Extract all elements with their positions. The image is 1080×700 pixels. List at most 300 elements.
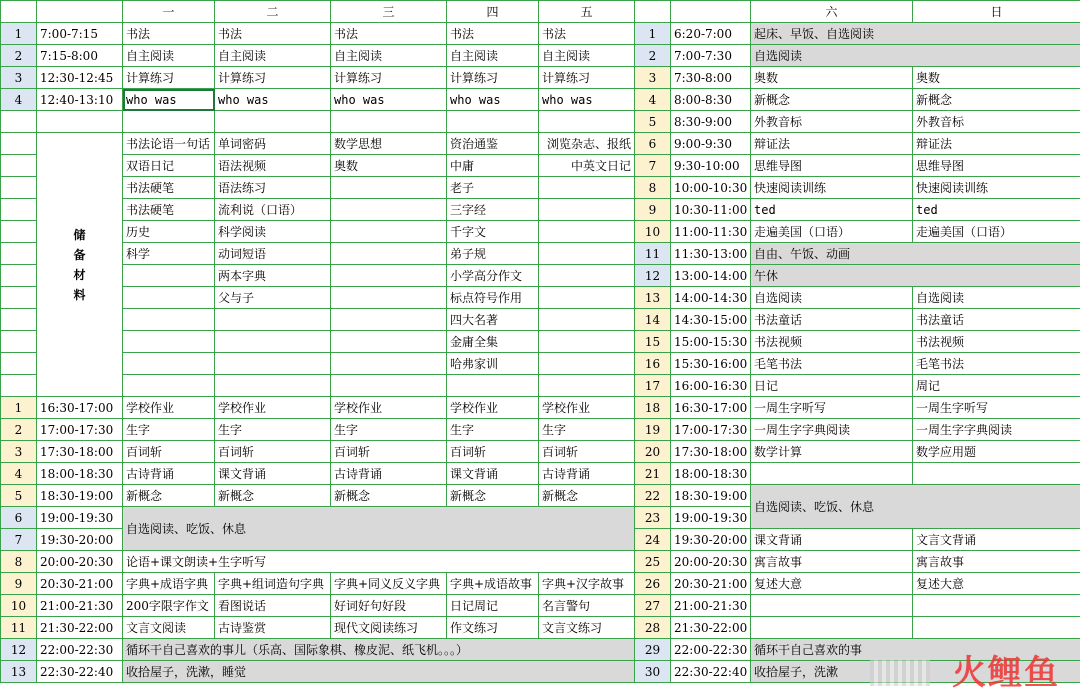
weekday-row-number[interactable]: 6 — [1, 507, 37, 529]
weekday-cell[interactable]: who was — [215, 89, 331, 111]
reserve-cell[interactable] — [215, 353, 331, 375]
saturday-cell[interactable]: 课文背诵 — [751, 529, 913, 551]
weekend-time-cell[interactable]: 21:30-22:00 — [671, 617, 751, 639]
weekday-time-cell[interactable]: 17:30-18:00 — [37, 441, 123, 463]
weekend-time-cell[interactable]: 19:00-19:30 — [671, 507, 751, 529]
weekend-span-cell[interactable]: 午休 — [751, 265, 1080, 287]
sunday-cell[interactable] — [913, 617, 1080, 639]
weekday-cell[interactable]: 字典+成语字典 — [123, 573, 215, 595]
sunday-cell[interactable]: 辩证法 — [913, 133, 1080, 155]
weekend-row-number[interactable]: 12 — [635, 265, 671, 287]
weekend-row-number[interactable]: 20 — [635, 441, 671, 463]
weekday-cell[interactable]: 字典+汉字故事 — [539, 573, 635, 595]
weekend-row-number[interactable]: 13 — [635, 287, 671, 309]
weekend-time-cell[interactable]: 10:30-11:00 — [671, 199, 751, 221]
empty-cell[interactable] — [1, 265, 37, 287]
weekend-time-cell[interactable]: 14:30-15:00 — [671, 309, 751, 331]
weekend-time-cell[interactable]: 22:30-22:40 — [671, 661, 751, 683]
weekend-time-cell[interactable]: 18:30-19:00 — [671, 485, 751, 507]
reserve-cell[interactable]: 四大名著 — [447, 309, 539, 331]
saturday-cell[interactable]: 新概念 — [751, 89, 913, 111]
reserve-cell[interactable]: 千字文 — [447, 221, 539, 243]
weekend-row-number[interactable]: 2 — [635, 45, 671, 67]
reserve-cell[interactable]: 小学高分作文 — [447, 265, 539, 287]
weekday-cell[interactable]: 生字 — [447, 419, 539, 441]
weekday-cell[interactable]: 生字 — [123, 419, 215, 441]
weekday-time-cell[interactable]: 22:00-22:30 — [37, 639, 123, 661]
weekday-cell[interactable]: 学校作业 — [331, 397, 447, 419]
reserve-cell[interactable]: 浏览杂志、报纸 — [539, 133, 635, 155]
empty-cell[interactable] — [1, 243, 37, 265]
weekend-time-cell[interactable]: 7:30-8:00 — [671, 67, 751, 89]
weekend-time-cell[interactable]: 14:00-14:30 — [671, 287, 751, 309]
reserve-cell[interactable] — [123, 287, 215, 309]
weekend-row-number[interactable]: 19 — [635, 419, 671, 441]
weekday-cell[interactable]: 百词斩 — [215, 441, 331, 463]
weekday-time-cell[interactable]: 18:00-18:30 — [37, 463, 123, 485]
saturday-cell[interactable]: ted — [751, 199, 913, 221]
sunday-cell[interactable] — [913, 463, 1080, 485]
weekday-row-number[interactable]: 11 — [1, 617, 37, 639]
weekday-row-number[interactable]: 7 — [1, 529, 37, 551]
weekday-cell[interactable]: 字典+成语故事 — [447, 573, 539, 595]
reserve-cell[interactable] — [331, 243, 447, 265]
weekday-cell[interactable]: 新概念 — [331, 485, 447, 507]
weekday-row-number[interactable]: 3 — [1, 67, 37, 89]
weekend-span-cell[interactable]: 自选阅读 — [751, 45, 1080, 67]
saturday-cell[interactable] — [751, 617, 913, 639]
weekday-row-number[interactable]: 10 — [1, 595, 37, 617]
weekend-time-cell[interactable]: 18:00-18:30 — [671, 463, 751, 485]
saturday-cell[interactable]: 奥数 — [751, 67, 913, 89]
reserve-cell[interactable] — [539, 221, 635, 243]
sunday-cell[interactable]: 一周生字字典阅读 — [913, 419, 1080, 441]
weekday-cell[interactable]: 计算练习 — [539, 67, 635, 89]
reserve-cell[interactable] — [539, 309, 635, 331]
weekend-span-cell[interactable]: 自由、午饭、动画 — [751, 243, 1080, 265]
reserve-cell[interactable]: 动词短语 — [215, 243, 331, 265]
sunday-cell[interactable]: 周记 — [913, 375, 1080, 397]
saturday-cell[interactable]: 外教音标 — [751, 111, 913, 133]
saturday-cell[interactable]: 书法视频 — [751, 331, 913, 353]
weekday-cell[interactable]: 字典+同义反义字典 — [331, 573, 447, 595]
reserve-cell[interactable] — [539, 287, 635, 309]
weekend-time-cell[interactable]: 8:30-9:00 — [671, 111, 751, 133]
weekday-cell[interactable]: 计算练习 — [447, 67, 539, 89]
saturday-cell[interactable]: 一周生字字典阅读 — [751, 419, 913, 441]
weekend-span-cell[interactable]: 起床、早饭、自选阅读 — [751, 23, 1080, 45]
weekend-time-cell[interactable]: 20:30-21:00 — [671, 573, 751, 595]
reserve-cell[interactable] — [215, 331, 331, 353]
weekday-cell[interactable]: 200字限字作文 — [123, 595, 215, 617]
weekday-cell[interactable]: 日记周记 — [447, 595, 539, 617]
weekday-cell[interactable]: 书法 — [215, 23, 331, 45]
weekend-row-number[interactable]: 21 — [635, 463, 671, 485]
weekend-row-number[interactable]: 8 — [635, 177, 671, 199]
weekday-cell[interactable]: 名言警句 — [539, 595, 635, 617]
reserve-cell[interactable]: 中庸 — [447, 155, 539, 177]
weekday-cell[interactable]: 新概念 — [447, 485, 539, 507]
sunday-cell[interactable]: 一周生字听写 — [913, 397, 1080, 419]
saturday-cell[interactable]: 日记 — [751, 375, 913, 397]
empty-cell[interactable] — [123, 111, 215, 133]
day-header-sat[interactable]: 六 — [751, 1, 913, 23]
empty-cell[interactable] — [123, 375, 215, 397]
sunday-cell[interactable]: 新概念 — [913, 89, 1080, 111]
weekend-time-cell[interactable]: 9:00-9:30 — [671, 133, 751, 155]
day-header-mon[interactable]: 一 — [123, 1, 215, 23]
weekday-row-number[interactable]: 3 — [1, 441, 37, 463]
weekday-cell[interactable]: 古诗鉴赏 — [215, 617, 331, 639]
weekend-row-number[interactable]: 17 — [635, 375, 671, 397]
weekend-row-number[interactable]: 25 — [635, 551, 671, 573]
weekday-cell[interactable]: 自主阅读 — [215, 45, 331, 67]
weekend-time-cell[interactable]: 10:00-10:30 — [671, 177, 751, 199]
sunday-cell[interactable]: 书法童话 — [913, 309, 1080, 331]
saturday-cell[interactable] — [751, 463, 913, 485]
reserve-cell[interactable]: 书法硬笔 — [123, 177, 215, 199]
weekend-row-number[interactable]: 26 — [635, 573, 671, 595]
reserve-cell[interactable]: 语法练习 — [215, 177, 331, 199]
sunday-cell[interactable]: 毛笔书法 — [913, 353, 1080, 375]
weekend-row-number[interactable]: 4 — [635, 89, 671, 111]
reserve-cell[interactable]: 数学思想 — [331, 133, 447, 155]
sunday-cell[interactable]: 文言文背诵 — [913, 529, 1080, 551]
weekday-cell[interactable]: 作文练习 — [447, 617, 539, 639]
weekend-time-cell[interactable]: 8:00-8:30 — [671, 89, 751, 111]
sunday-cell[interactable]: ted — [913, 199, 1080, 221]
weekday-cell[interactable]: 自主阅读 — [331, 45, 447, 67]
reserve-cell[interactable] — [539, 243, 635, 265]
sunday-cell[interactable]: 思维导图 — [913, 155, 1080, 177]
sunday-cell[interactable]: 奥数 — [913, 67, 1080, 89]
weekday-cell[interactable]: 自主阅读 — [539, 45, 635, 67]
weekday-time-cell[interactable]: 19:00-19:30 — [37, 507, 123, 529]
weekend-time-cell[interactable]: 7:00-7:30 — [671, 45, 751, 67]
saturday-cell[interactable]: 寓言故事 — [751, 551, 913, 573]
weekday-cell[interactable]: 学校作业 — [123, 397, 215, 419]
weekday-span-cell[interactable]: 收拾屋子，洗漱，睡觉 — [123, 661, 635, 683]
weekend-row-number[interactable]: 16 — [635, 353, 671, 375]
reserve-cell[interactable]: 双语日记 — [123, 155, 215, 177]
sunday-cell[interactable]: 书法视频 — [913, 331, 1080, 353]
weekend-row-number[interactable]: 27 — [635, 595, 671, 617]
reserve-cell[interactable]: 标点符号作用 — [447, 287, 539, 309]
reserve-cell[interactable] — [331, 221, 447, 243]
weekday-cell[interactable]: 学校作业 — [539, 397, 635, 419]
weekend-time-cell[interactable]: 13:00-14:00 — [671, 265, 751, 287]
empty-cell[interactable] — [331, 111, 447, 133]
weekend-row-number[interactable]: 18 — [635, 397, 671, 419]
reserve-cell[interactable]: 流利说（口语） — [215, 199, 331, 221]
saturday-cell[interactable]: 辩证法 — [751, 133, 913, 155]
sunday-cell[interactable]: 外教音标 — [913, 111, 1080, 133]
weekday-time-cell[interactable]: 22:30-22:40 — [37, 661, 123, 683]
reserve-label[interactable] — [37, 133, 123, 397]
reserve-cell[interactable] — [539, 353, 635, 375]
weekday-cell[interactable]: 计算练习 — [123, 67, 215, 89]
weekend-row-number[interactable]: 10 — [635, 221, 671, 243]
weekend-time-cell[interactable]: 11:30-13:00 — [671, 243, 751, 265]
empty-cell[interactable] — [447, 111, 539, 133]
sunday-cell[interactable]: 寓言故事 — [913, 551, 1080, 573]
reserve-cell[interactable] — [539, 265, 635, 287]
day-header-thu[interactable]: 四 — [447, 1, 539, 23]
weekday-cell[interactable]: 生字 — [215, 419, 331, 441]
reserve-cell[interactable]: 历史 — [123, 221, 215, 243]
weekday-row-number[interactable]: 12 — [1, 639, 37, 661]
saturday-cell[interactable]: 快速阅读训练 — [751, 177, 913, 199]
reserve-cell[interactable] — [215, 309, 331, 331]
weekday-cell[interactable]: who was — [123, 89, 215, 111]
reserve-cell[interactable]: 中英文日记 — [539, 155, 635, 177]
saturday-cell[interactable]: 数学计算 — [751, 441, 913, 463]
weekday-cell[interactable]: 看图说话 — [215, 595, 331, 617]
corner-cell[interactable] — [671, 1, 751, 23]
weekday-cell[interactable]: 百词斩 — [123, 441, 215, 463]
weekday-cell[interactable]: 百词斩 — [331, 441, 447, 463]
weekday-span-cell[interactable]: 论语+课文朗读+生字听写 — [123, 551, 635, 573]
weekday-time-cell[interactable]: 7:15-8:00 — [37, 45, 123, 67]
weekday-row-number[interactable]: 13 — [1, 661, 37, 683]
sunday-cell[interactable]: 数学应用题 — [913, 441, 1080, 463]
weekday-cell[interactable]: 文言文阅读 — [123, 617, 215, 639]
weekend-time-cell[interactable]: 17:00-17:30 — [671, 419, 751, 441]
weekend-span-cell[interactable]: 循环干自己喜欢的事 — [751, 639, 1080, 661]
weekend-time-cell[interactable]: 15:00-15:30 — [671, 331, 751, 353]
weekend-row-number[interactable]: 29 — [635, 639, 671, 661]
weekday-cell[interactable]: 生字 — [331, 419, 447, 441]
reserve-cell[interactable]: 三字经 — [447, 199, 539, 221]
day-header-wed[interactable]: 三 — [331, 1, 447, 23]
empty-cell[interactable] — [37, 111, 123, 133]
weekday-time-cell[interactable]: 21:00-21:30 — [37, 595, 123, 617]
weekday-cell[interactable]: 新概念 — [215, 485, 331, 507]
saturday-cell[interactable]: 书法童话 — [751, 309, 913, 331]
saturday-cell[interactable]: 一周生字听写 — [751, 397, 913, 419]
weekday-cell[interactable]: 学校作业 — [215, 397, 331, 419]
weekend-row-number[interactable]: 11 — [635, 243, 671, 265]
weekend-time-cell[interactable]: 15:30-16:00 — [671, 353, 751, 375]
weekend-row-number[interactable]: 1 — [635, 23, 671, 45]
reserve-cell[interactable] — [539, 331, 635, 353]
weekday-cell[interactable]: 课文背诵 — [215, 463, 331, 485]
weekend-row-number[interactable]: 22 — [635, 485, 671, 507]
day-header-tue[interactable]: 二 — [215, 1, 331, 23]
weekend-time-cell[interactable]: 16:30-17:00 — [671, 397, 751, 419]
weekday-row-number[interactable]: 9 — [1, 573, 37, 595]
empty-cell[interactable] — [1, 287, 37, 309]
empty-cell[interactable] — [331, 375, 447, 397]
weekday-span-cell[interactable]: 循环干自己喜欢的事儿（乐高、国际象棋、橡皮泥、纸飞机。。。） — [123, 639, 635, 661]
weekend-time-cell[interactable]: 21:00-21:30 — [671, 595, 751, 617]
weekday-cell[interactable]: 新概念 — [539, 485, 635, 507]
reserve-cell[interactable] — [331, 287, 447, 309]
saturday-cell[interactable]: 走遍美国（口语） — [751, 221, 913, 243]
day-header-fri[interactable]: 五 — [539, 1, 635, 23]
weekday-cell[interactable]: 自主阅读 — [447, 45, 539, 67]
corner-cell[interactable] — [1, 1, 37, 23]
weekend-row-number[interactable]: 3 — [635, 67, 671, 89]
reserve-cell[interactable] — [539, 177, 635, 199]
weekday-cell[interactable]: 课文背诵 — [447, 463, 539, 485]
reserve-cell[interactable] — [331, 199, 447, 221]
reserve-cell[interactable] — [331, 309, 447, 331]
day-header-sun[interactable]: 日 — [913, 1, 1080, 23]
saturday-cell[interactable]: 自选阅读 — [751, 287, 913, 309]
weekend-time-cell[interactable]: 19:30-20:00 — [671, 529, 751, 551]
weekday-cell[interactable]: 书法 — [447, 23, 539, 45]
weekend-row-number[interactable]: 5 — [635, 111, 671, 133]
weekday-time-cell[interactable]: 18:30-19:00 — [37, 485, 123, 507]
weekday-cell[interactable]: who was — [331, 89, 447, 111]
weekday-time-cell[interactable]: 17:00-17:30 — [37, 419, 123, 441]
reserve-cell[interactable]: 弟子规 — [447, 243, 539, 265]
weekday-cell[interactable]: 新概念 — [123, 485, 215, 507]
empty-cell[interactable] — [539, 375, 635, 397]
weekday-cell[interactable]: 生字 — [539, 419, 635, 441]
weekday-time-cell[interactable]: 12:40-13:10 — [37, 89, 123, 111]
reserve-cell[interactable] — [331, 353, 447, 375]
reserve-cell[interactable] — [331, 331, 447, 353]
corner-cell[interactable] — [635, 1, 671, 23]
reserve-cell[interactable]: 两本字典 — [215, 265, 331, 287]
empty-cell[interactable] — [1, 331, 37, 353]
sunday-cell[interactable]: 自选阅读 — [913, 287, 1080, 309]
weekend-row-number[interactable]: 30 — [635, 661, 671, 683]
empty-cell[interactable] — [1, 199, 37, 221]
weekday-row-number[interactable]: 2 — [1, 45, 37, 67]
weekday-cell[interactable]: 学校作业 — [447, 397, 539, 419]
weekday-row-number[interactable]: 4 — [1, 463, 37, 485]
reserve-cell[interactable] — [123, 265, 215, 287]
weekday-cell[interactable]: 文言文练习 — [539, 617, 635, 639]
weekday-time-cell[interactable]: 21:30-22:00 — [37, 617, 123, 639]
weekend-row-number[interactable]: 9 — [635, 199, 671, 221]
saturday-cell[interactable]: 毛笔书法 — [751, 353, 913, 375]
empty-cell[interactable] — [215, 375, 331, 397]
weekend-row-number[interactable]: 28 — [635, 617, 671, 639]
sunday-cell[interactable]: 快速阅读训练 — [913, 177, 1080, 199]
reserve-cell[interactable]: 单词密码 — [215, 133, 331, 155]
empty-cell[interactable] — [1, 353, 37, 375]
weekend-row-number[interactable]: 6 — [635, 133, 671, 155]
empty-cell[interactable] — [1, 221, 37, 243]
reserve-cell[interactable] — [123, 353, 215, 375]
reserve-cell[interactable]: 老子 — [447, 177, 539, 199]
saturday-cell[interactable]: 复述大意 — [751, 573, 913, 595]
weekday-cell[interactable]: 百词斩 — [539, 441, 635, 463]
reserve-cell[interactable] — [539, 199, 635, 221]
empty-cell[interactable] — [1, 177, 37, 199]
reserve-cell[interactable]: 奥数 — [331, 155, 447, 177]
reserve-cell[interactable] — [331, 265, 447, 287]
weekend-row-number[interactable]: 24 — [635, 529, 671, 551]
weekday-cell[interactable]: 计算练习 — [331, 67, 447, 89]
weekend-time-cell[interactable]: 16:00-16:30 — [671, 375, 751, 397]
empty-cell[interactable] — [539, 111, 635, 133]
reserve-cell[interactable]: 书法论语一句话 — [123, 133, 215, 155]
weekend-row-number[interactable]: 15 — [635, 331, 671, 353]
reserve-cell[interactable]: 书法硬笔 — [123, 199, 215, 221]
corner-cell[interactable] — [37, 1, 123, 23]
weekend-row-number[interactable]: 14 — [635, 309, 671, 331]
weekday-dinner-cell[interactable]: 自选阅读、吃饭、休息 — [123, 507, 635, 551]
weekend-time-cell[interactable]: 9:30-10:00 — [671, 155, 751, 177]
weekend-time-cell[interactable]: 17:30-18:00 — [671, 441, 751, 463]
reserve-cell[interactable]: 资治通鉴 — [447, 133, 539, 155]
reserve-cell[interactable]: 父与子 — [215, 287, 331, 309]
reserve-cell[interactable]: 科学阅读 — [215, 221, 331, 243]
weekday-cell[interactable]: 书法 — [331, 23, 447, 45]
weekday-cell[interactable]: 古诗背诵 — [123, 463, 215, 485]
weekday-cell[interactable]: who was — [539, 89, 635, 111]
sunday-cell[interactable]: 走遍美国（口语） — [913, 221, 1080, 243]
weekday-time-cell[interactable]: 7:00-7:15 — [37, 23, 123, 45]
weekday-cell[interactable]: 计算练习 — [215, 67, 331, 89]
weekday-time-cell[interactable]: 12:30-12:45 — [37, 67, 123, 89]
reserve-cell[interactable] — [123, 331, 215, 353]
weekday-time-cell[interactable]: 19:30-20:00 — [37, 529, 123, 551]
weekday-cell[interactable]: 书法 — [123, 23, 215, 45]
saturday-cell[interactable] — [751, 595, 913, 617]
weekday-row-number[interactable]: 8 — [1, 551, 37, 573]
weekday-time-cell[interactable]: 16:30-17:00 — [37, 397, 123, 419]
weekday-cell[interactable]: 字典+组词造句字典 — [215, 573, 331, 595]
empty-cell[interactable] — [1, 133, 37, 155]
weekday-time-cell[interactable]: 20:00-20:30 — [37, 551, 123, 573]
reserve-cell[interactable]: 科学 — [123, 243, 215, 265]
empty-cell[interactable] — [1, 375, 37, 397]
weekend-time-cell[interactable]: 11:00-11:30 — [671, 221, 751, 243]
reserve-cell[interactable] — [331, 177, 447, 199]
weekday-cell[interactable]: 百词斩 — [447, 441, 539, 463]
weekday-cell[interactable]: 自主阅读 — [123, 45, 215, 67]
weekend-span-cell[interactable]: 收拾屋子，洗漱 — [751, 661, 1080, 683]
weekday-row-number[interactable]: 4 — [1, 89, 37, 111]
weekend-time-cell[interactable]: 20:00-20:30 — [671, 551, 751, 573]
reserve-cell[interactable] — [123, 309, 215, 331]
weekend-row-number[interactable]: 7 — [635, 155, 671, 177]
empty-cell[interactable] — [1, 155, 37, 177]
weekday-row-number[interactable]: 2 — [1, 419, 37, 441]
reserve-cell[interactable]: 语法视频 — [215, 155, 331, 177]
weekend-time-cell[interactable]: 6:20-7:00 — [671, 23, 751, 45]
weekday-row-number[interactable]: 5 — [1, 485, 37, 507]
saturday-cell[interactable]: 思维导图 — [751, 155, 913, 177]
weekday-time-cell[interactable]: 20:30-21:00 — [37, 573, 123, 595]
weekday-row-number[interactable]: 1 — [1, 23, 37, 45]
weekday-cell[interactable]: 书法 — [539, 23, 635, 45]
weekday-cell[interactable]: 现代文阅读练习 — [331, 617, 447, 639]
weekday-cell[interactable]: 古诗背诵 — [331, 463, 447, 485]
reserve-cell[interactable]: 金庸全集 — [447, 331, 539, 353]
sunday-cell[interactable] — [913, 595, 1080, 617]
reserve-cell[interactable]: 哈弗家训 — [447, 353, 539, 375]
weekend-dinner-cell[interactable]: 自选阅读、吃饭、休息 — [751, 485, 1080, 529]
weekday-cell[interactable]: 古诗背诵 — [539, 463, 635, 485]
empty-cell[interactable] — [1, 309, 37, 331]
weekday-row-number[interactable]: 1 — [1, 397, 37, 419]
sunday-cell[interactable]: 复述大意 — [913, 573, 1080, 595]
weekday-cell[interactable]: who was — [447, 89, 539, 111]
empty-cell[interactable] — [447, 375, 539, 397]
weekday-cell[interactable]: 好词好句好段 — [331, 595, 447, 617]
weekend-time-cell[interactable]: 22:00-22:30 — [671, 639, 751, 661]
empty-cell[interactable] — [1, 111, 37, 133]
empty-cell[interactable] — [215, 111, 331, 133]
weekend-row-number[interactable]: 23 — [635, 507, 671, 529]
